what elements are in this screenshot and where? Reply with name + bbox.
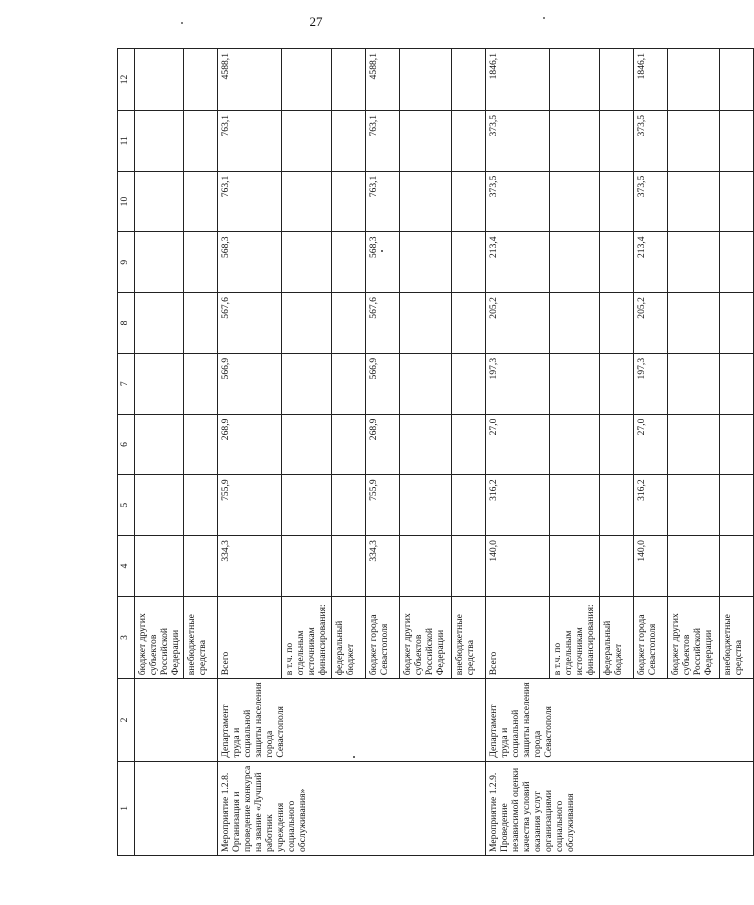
amount-cell	[550, 49, 600, 111]
amount-cell	[452, 536, 486, 597]
budget-table	[117, 48, 754, 856]
amount-cell	[332, 414, 366, 475]
amount-cell	[550, 171, 600, 232]
amount-cell	[720, 475, 754, 536]
funding-source-cell: внебюджетные средства	[452, 596, 486, 678]
table-row	[486, 49, 550, 856]
page-number: 27	[309, 14, 323, 29]
amount-cell: 568,3	[366, 232, 400, 293]
amount-cell: 1846,1	[634, 49, 668, 111]
amount-cell	[452, 110, 486, 171]
amount-cell	[668, 171, 720, 232]
amount-cell	[600, 353, 634, 414]
column-header: 5	[118, 475, 135, 536]
amount-cell	[550, 475, 600, 536]
amount-cell	[400, 49, 452, 111]
amount-cell	[332, 49, 366, 111]
amount-cell	[184, 293, 218, 354]
amount-cell	[720, 232, 754, 293]
amount-cell	[668, 414, 720, 475]
funding-source-cell: в т.ч. по отдельным источникам финансирования:	[550, 596, 600, 678]
amount-cell: 213,4	[634, 232, 668, 293]
amount-cell: 566,9	[366, 353, 400, 414]
amount-cell: 140,0	[486, 536, 550, 597]
funding-source-cell: Всего	[486, 596, 550, 678]
amount-cell: 373,5	[486, 110, 550, 171]
amount-cell: 567,6	[366, 293, 400, 354]
amount-cell	[668, 110, 720, 171]
amount-cell: 316,2	[634, 475, 668, 536]
amount-cell	[452, 293, 486, 354]
amount-cell	[600, 171, 634, 232]
amount-cell: 373,5	[486, 171, 550, 232]
funding-source-cell: бюджет других субъектов Российской Федерации	[400, 596, 452, 678]
amount-cell	[184, 171, 218, 232]
amount-cell	[135, 475, 184, 536]
amount-cell	[668, 536, 720, 597]
column-header: 10	[118, 171, 135, 232]
amount-cell: 763,1	[366, 110, 400, 171]
column-header: 3	[118, 596, 135, 678]
amount-cell	[600, 232, 634, 293]
amount-cell: 316,2	[486, 475, 550, 536]
amount-cell	[720, 293, 754, 354]
column-header: 12	[118, 49, 135, 111]
amount-cell	[135, 171, 184, 232]
amount-cell	[720, 110, 754, 171]
amount-cell: 763,1	[218, 171, 282, 232]
amount-cell: 755,9	[366, 475, 400, 536]
column-header: 11	[118, 110, 135, 171]
scan-speck	[381, 250, 383, 252]
amount-cell	[332, 293, 366, 354]
amount-cell	[400, 414, 452, 475]
amount-cell	[452, 171, 486, 232]
amount-cell	[400, 475, 452, 536]
amount-cell	[550, 353, 600, 414]
column-header: 9	[118, 232, 135, 293]
amount-cell	[720, 353, 754, 414]
column-header: 6	[118, 414, 135, 475]
amount-cell: 1846,1	[486, 49, 550, 111]
amount-cell: 763,1	[366, 171, 400, 232]
amount-cell	[600, 414, 634, 475]
amount-cell	[282, 110, 332, 171]
column-header: 7	[118, 353, 135, 414]
amount-cell	[452, 353, 486, 414]
funding-source-cell: в т.ч. по отдельным источникам финансирования:	[282, 596, 332, 678]
amount-cell: 755,9	[218, 475, 282, 536]
amount-cell: 197,3	[486, 353, 550, 414]
amount-cell	[282, 49, 332, 111]
funding-source-cell: бюджет города Севастополя	[366, 596, 400, 678]
table-row	[218, 49, 282, 856]
amount-cell	[400, 536, 452, 597]
activity-name-cell: Мероприятие 1.2.9. Проведение независимой оценки качества условий оказания услуг организациями социального обслуживания	[486, 761, 754, 855]
amount-cell: 568,3	[218, 232, 282, 293]
amount-cell	[184, 536, 218, 597]
amount-cell	[282, 171, 332, 232]
amount-cell	[600, 110, 634, 171]
amount-cell	[184, 110, 218, 171]
amount-cell	[332, 232, 366, 293]
amount-cell	[400, 293, 452, 354]
amount-cell	[282, 536, 332, 597]
amount-cell	[550, 414, 600, 475]
amount-cell	[282, 232, 332, 293]
amount-cell: 373,5	[634, 171, 668, 232]
amount-cell: 197,3	[634, 353, 668, 414]
amount-cell	[720, 414, 754, 475]
amount-cell	[282, 293, 332, 354]
funding-source-cell: внебюджетные средства	[720, 596, 754, 678]
amount-cell	[600, 536, 634, 597]
amount-cell: 373,5	[634, 110, 668, 171]
amount-cell	[668, 49, 720, 111]
executor-cell: Департамент труда и социальной защиты населения города Севастополя	[486, 679, 754, 761]
scan-speck	[181, 22, 183, 24]
executor-cell: Департамент труда и социальной защиты населения города Севастополя	[218, 679, 486, 761]
amount-cell	[400, 110, 452, 171]
amount-cell	[720, 49, 754, 111]
amount-cell	[184, 232, 218, 293]
amount-cell	[600, 49, 634, 111]
amount-cell	[332, 353, 366, 414]
amount-cell	[600, 475, 634, 536]
amount-cell	[184, 414, 218, 475]
amount-cell	[452, 475, 486, 536]
table-row	[135, 49, 184, 856]
amount-cell: 213,4	[486, 232, 550, 293]
amount-cell: 334,3	[218, 536, 282, 597]
amount-cell: 4588,1	[366, 49, 400, 111]
amount-cell	[135, 232, 184, 293]
amount-cell	[332, 110, 366, 171]
amount-cell: 4588,1	[218, 49, 282, 111]
amount-cell: 334,3	[366, 536, 400, 597]
amount-cell	[550, 293, 600, 354]
budget-table-area	[117, 48, 744, 856]
amount-cell	[282, 353, 332, 414]
table-header-row	[118, 49, 135, 856]
amount-cell	[668, 293, 720, 354]
funding-source-cell: бюджет других субъектов Российской Федерации	[668, 596, 720, 678]
amount-cell	[332, 536, 366, 597]
column-header: 4	[118, 536, 135, 597]
funding-source-cell: внебюджетные средства	[184, 596, 218, 678]
amount-cell	[135, 293, 184, 354]
amount-cell: 566,9	[218, 353, 282, 414]
amount-cell	[282, 475, 332, 536]
amount-cell	[184, 475, 218, 536]
amount-cell	[720, 171, 754, 232]
activity-name-cell: Мероприятие 1.2.8. Организация и проведение конкурса на звание «Лучший работник учреждения социального обслуживания»	[218, 761, 486, 855]
amount-cell	[135, 110, 184, 171]
amount-cell: 268,9	[366, 414, 400, 475]
amount-cell	[135, 353, 184, 414]
funding-source-cell: Всего	[218, 596, 282, 678]
amount-cell	[600, 293, 634, 354]
funding-source-cell: бюджет других субъектов Российской Федерации	[135, 596, 184, 678]
amount-cell	[550, 536, 600, 597]
amount-cell	[400, 353, 452, 414]
amount-cell	[184, 353, 218, 414]
scan-speck	[543, 17, 545, 19]
amount-cell	[282, 414, 332, 475]
amount-cell: 205,2	[486, 293, 550, 354]
amount-cell	[332, 171, 366, 232]
amount-cell	[720, 536, 754, 597]
column-header: 2	[118, 679, 135, 761]
amount-cell	[400, 232, 452, 293]
amount-cell: 763,1	[218, 110, 282, 171]
amount-cell	[400, 171, 452, 232]
funding-source-cell: федеральный бюджет	[332, 596, 366, 678]
amount-cell	[668, 232, 720, 293]
amount-cell	[332, 475, 366, 536]
funding-source-cell: федеральный бюджет	[600, 596, 634, 678]
amount-cell	[184, 49, 218, 111]
amount-cell	[550, 110, 600, 171]
amount-cell: 205,2	[634, 293, 668, 354]
funding-source-cell: бюджет города Севастополя	[634, 596, 668, 678]
amount-cell: 140,0	[634, 536, 668, 597]
scan-speck	[353, 756, 355, 758]
amount-cell: 268,9	[218, 414, 282, 475]
column-header: 8	[118, 293, 135, 354]
amount-cell	[452, 49, 486, 111]
amount-cell	[135, 49, 184, 111]
column-header: 1	[118, 761, 135, 855]
amount-cell	[550, 232, 600, 293]
amount-cell	[135, 414, 184, 475]
amount-cell	[668, 475, 720, 536]
amount-cell: 27,0	[634, 414, 668, 475]
amount-cell	[135, 536, 184, 597]
amount-cell	[668, 353, 720, 414]
activity-name-cell	[135, 761, 218, 855]
amount-cell	[452, 414, 486, 475]
amount-cell: 567,6	[218, 293, 282, 354]
executor-cell	[135, 679, 218, 761]
amount-cell: 27,0	[486, 414, 550, 475]
amount-cell	[452, 232, 486, 293]
